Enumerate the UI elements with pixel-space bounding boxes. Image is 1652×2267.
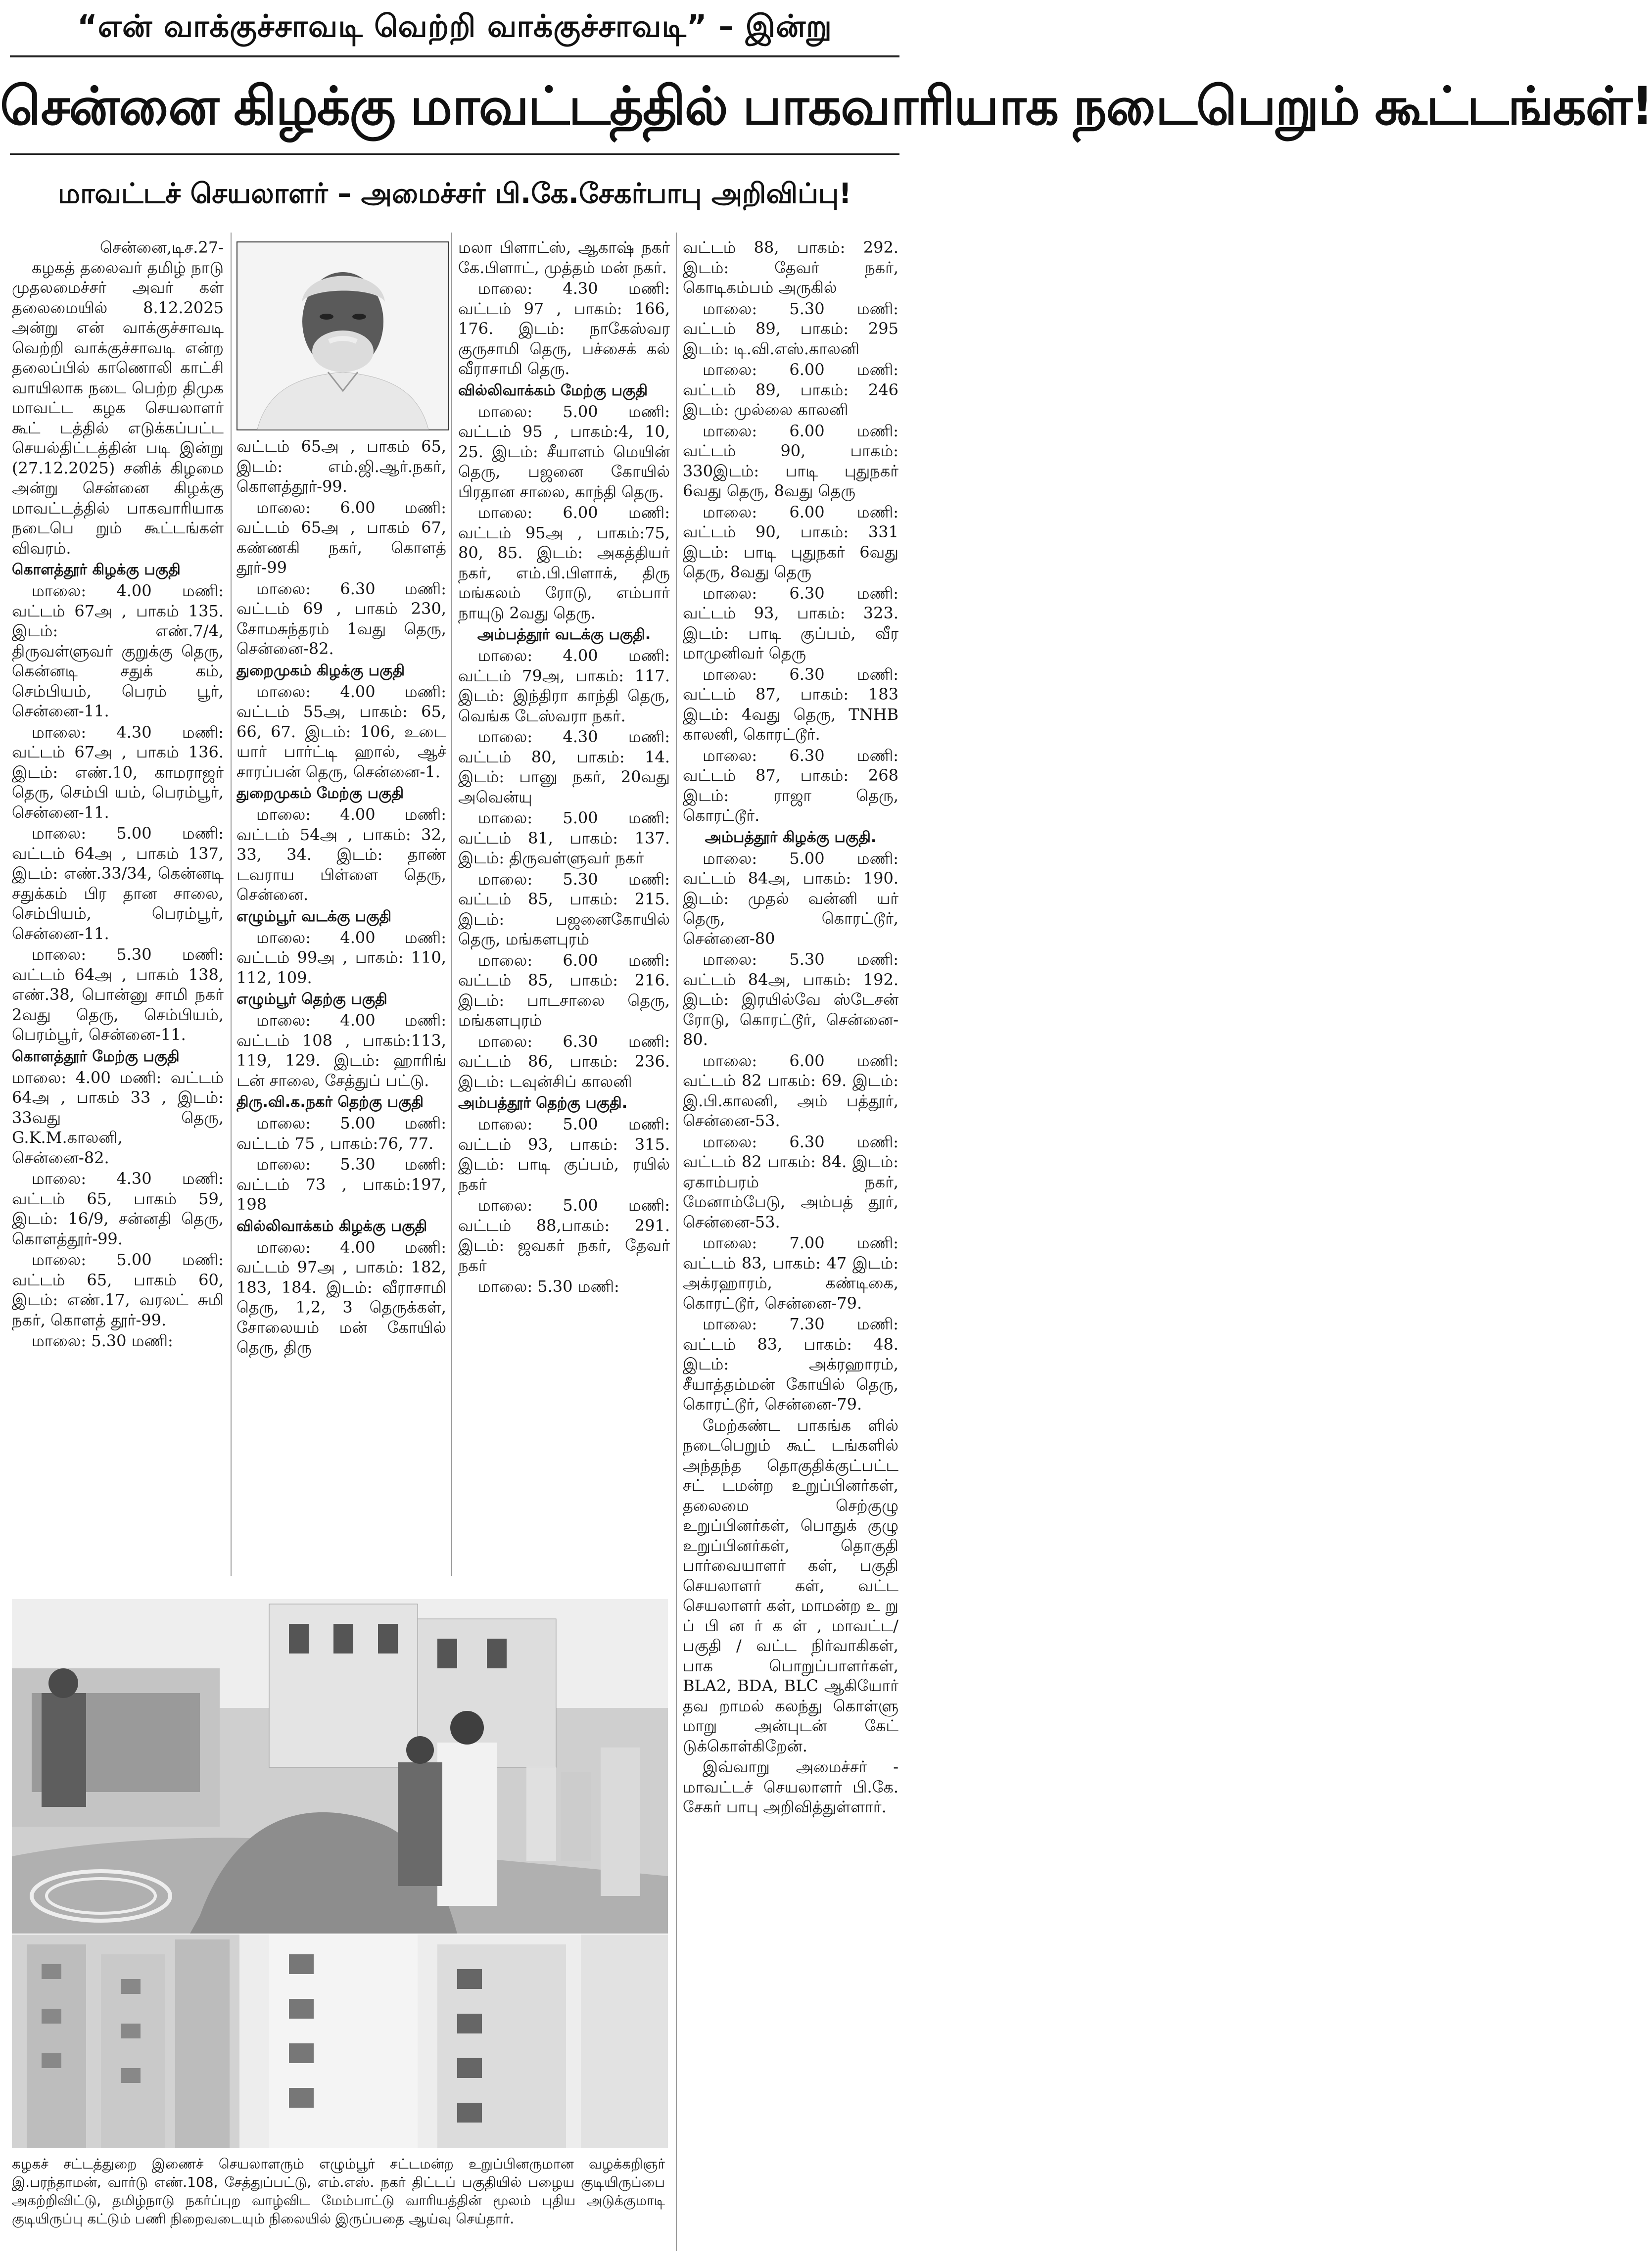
section-heading: கொளத்தூர் கிழக்கு பகுதி (12, 561, 181, 578)
inspection-photo (12, 1599, 668, 1934)
meeting-entry: மாலை: 6.30 மணி: வட்டம் 93, பாகம்: 323. இடம்: பாடி குப்பம், வீர மாமுனிவர் தெரு (683, 583, 898, 662)
section-heading: எழும்பூர் வடக்கு பகுதி (236, 907, 392, 925)
headline: சென்னை கிழக்கு மாவட்டத்தில் பாகவாரியாக நடைபெறும் கூட்டங்கள்! (0, 76, 1652, 137)
meeting-entry: மாலை: 5.00 மணி: வட்டம் 95 , பாகம்:4, 10, 25. இடம்: சீயாளம் மெயின் தெரு, பஜனை கோயில் பிரதான சாலை, காந்தி தெரு. (458, 402, 670, 501)
meeting-entry: மாலை: 5.00 மணி: வட்டம் 84அ, பாகம்: 190. இடம்: முதல் வன்னி யர் தெரு, கொரட்டூர், சென்னை-80 (683, 849, 898, 948)
meeting-entry: மாலை: 5.30 மணி: வட்டம் 84அ, பாகம்: 192. இடம்: இரயில்வே ஸ்டேசன் ரோடு, கொரட்டூர், சென்னை- 80. (683, 950, 898, 1049)
section-heading: திரு.வி.க.நகர் தெற்கு பகுதி (236, 1093, 424, 1111)
meeting-entry: மாலை: 6.00 மணி: வட்டம் 90, பாகம்: 330இடம்: பாடி புதுநகர் 6வது தெரு, 8வது தெரு (683, 421, 898, 500)
meeting-entry: மாலை: 6.30 மணி: வட்டம் 69 , பாகம் 230, சோமசுந்தரம் 1வது தெரு, சென்னை-82. (236, 579, 446, 658)
subhead: மாவட்டச் செயலாளர் – அமைச்சர் பி.கே.சேகர்பாபு அறிவிப்பு! (58, 178, 851, 210)
photo-caption: கழகச் சட்டத்துறை இணைச் செயலாளரும் எழும்பூர் சட்டமன்ற உறுப்பினருமான வழக்கறிஞர் இ.பரந்தாமன், வார்டு எண்.108, சேத்துப்பட்டு, எம்.எஸ். நகர் திட்டப் பகுதியில் பழைய குடியிருப்பை அகற்றிவிட்டு, தமிழ்நாடு நகர்ப்புற வாழ்விட மேம்பாட்டு வாரியத்தின் மூலம் புதிய அடுக்குமாடி குடியிருப்பு கட்டும் பணி நிறைவடையும் நிலையில் இருப்பதை ஆய்வு செய்தார். (12, 2156, 665, 2227)
meeting-entry: மாலை: 6.00 மணி: வட்டம் 90, பாகம்: 331 இடம்: பாடி புதுநகர் 6வது தெரு, 8வது தெரு (683, 502, 898, 581)
section-heading: அம்பத்தூர் வடக்கு பகுதி. (477, 626, 651, 643)
meeting-entry: மாலை: 6.00 மணி: வட்டம் 82 பாகம்: 69. இடம்: இ.பி.காலனி, அம் பத்தூர், சென்னை-53. (683, 1051, 898, 1130)
meeting-entry: மாலை: 5.30 மணி: (478, 1277, 619, 1296)
meeting-entry: மாலை: 6.30 மணி: வட்டம் 86, பாகம்: 236. இடம்: டவுன்சிப் காலனி (458, 1032, 670, 1091)
meeting-entry: மாலை: 4.30 மணி: வட்டம் 80, பாகம்: 14. இடம்: பானு நகர், 20வது அவென்யு (458, 727, 670, 806)
column-rule (231, 233, 232, 1576)
intro-paragraph: கழகத் தலைவர் தமிழ் நாடு முதலமைச்சர் அவர் கள் தலைமையில் 8.12.2025 அன்று என் வாக்குச்சாவடி வெற்றி வாக்குச்சாவடி என்ற தலைப்பில் காணொலி காட்சி வாயிலாக நடை பெற்ற திமுக மாவட்ட கழக செயலாளர் கூட் டத்தில் எடுக்கப்பட்ட செயல்திட்டத்தின் படி இன்று (27.12.2025) சனிக் கிழமை அன்று சென்னை கிழக்கு மாவட்டத்தில் பாகவாரியாக நடைபெ றும் கூட்டங்கள் விவரம். (12, 258, 224, 558)
dateline: சென்னை,டிச.27- (99, 238, 224, 257)
headline-rule (10, 153, 899, 155)
portrait-photo (236, 241, 449, 430)
column-rule (676, 233, 677, 2251)
meeting-entry: மலா பிளாட்ஸ், ஆகாஷ் நகர் கே.பிளாட், முத்தம் மன் நகர். (458, 238, 670, 277)
meeting-entry: மாலை: 5.00 மணி: வட்டம் 65, பாகம் 60, இடம்: எண்.17, வரலட் சுமி நகர், கொளத் தூர்-99. (12, 1250, 224, 1329)
meeting-entry: மாலை: 4.00 மணி: வட்டம் 97அ , பாகம்: 182, 183, 184. இடம்: வீராசாமி தெரு, 1,2, 3 தெருக்கள், சோலையம் மன் கோயில் தெரு, திரு (236, 1237, 446, 1357)
meeting-entry: வட்டம் 88, பாகம்: 292. இடம்: தேவர் நகர், கொடிகம்பம் அருகில் (683, 238, 898, 297)
section-heading: அம்பத்தூர் தெற்கு பகுதி. (458, 1094, 628, 1112)
article-column-1 (12, 237, 224, 1351)
meeting-entry: மாலை: 4.00 மணி: வட்டம் 99அ , பாகம்: 110, 112, 109. (236, 928, 446, 987)
meeting-entry: மாலை: 6.30 மணி: வட்டம் 87, பாகம்: 183 இடம்: 4வது தெரு, TNHB காலனி, கொரட்டூர். (683, 664, 898, 744)
column-rule (451, 233, 452, 1576)
apartment-photo (12, 1935, 668, 2148)
meeting-entry: மாலை: 6.00 மணி: வட்டம் 65அ , பாகம் 67, கண்ணகி நகர், கொளத் தூர்-99 (236, 498, 446, 577)
section-heading: வில்லிவாக்கம் கிழக்கு பகுதி (236, 1217, 427, 1235)
article-column-4 (683, 237, 898, 1817)
meeting-entry: மாலை: 4.30 மணி: வட்டம் 67அ , பாகம் 136. இடம்: எண்.10, காமராஜர் தெரு, செம்பி யம், பெரம்பூர், சென்னை-11. (12, 722, 224, 822)
meeting-entry: மாலை: 4.00 மணி: வட்டம் 108 , பாகம்:113, 119, 129. இடம்: ஹாரிங் டன் சாலை, சேத்துப் பட்டு. (236, 1011, 446, 1090)
meeting-entry: மாலை: 4.00 மணி: வட்டம் 64அ , பாகம் 33 , இடம்: 33வது தெரு, G.K.M.காலனி, சென்னை-82. (12, 1068, 224, 1167)
meeting-entry: மாலை: 5.30 மணி: வட்டம் 64அ , பாகம் 138, எண்.38, பொன்னு சாமி நகர் 2வது தெரு, செம்பியம், பெரம்பூர், சென்னை-11. (12, 945, 224, 1044)
section-heading: அம்பத்தூர் கிழக்கு பகுதி. (705, 828, 877, 846)
meeting-entry: மாலை: 5.30 மணி: (32, 1331, 173, 1350)
kicker-line: “என் வாக்குச்சாவடி வெற்றி வாக்குச்சாவடி” – இன்று (77, 8, 833, 44)
meeting-entry: மாலை: 5.30 மணி: வட்டம் 85, பாகம்: 215. இடம்: பஜனைகோயில் தெரு, மங்களபுரம் (458, 869, 670, 948)
meeting-entry: மாலை: 4.30 மணி: வட்டம் 97 , பாகம்: 166, 176. இடம்: நாகேஸ்வர குருசாமி தெரு, பச்சைக் கல் வீராசாமி தெரு. (458, 279, 670, 378)
section-heading: துறைமுகம் கிழக்கு பகுதி (236, 661, 405, 679)
closing-paragraph: இவ்வாறு அமைச்சர் - மாவட்டச் செயலாளர் பி.கே. சேகர் பாபு அறிவித்துள்ளார். (683, 1757, 898, 1816)
closing-paragraph: மேற்கண்ட பாகங்க ளில் நடைபெறும் கூட் டங்களில் அந்தந்த தொகுதிக்குட்பட்ட சட் டமன்ற உறுப்பினர்கள், தலைமை செற்குழு உறுப்பினர்கள், பொதுக் குழு உறுப்பினர்கள், தொகுதி பார்வையாளர் கள், பகுதி செயலாளர் கள், வட்ட செயலாளர் கள், மாமன்ற உ று ப் பி ன ர் க ள் , மாவட்ட/ பகுதி / வட்ட நிர்வாகிகள், பாக பொறுப்பாளர்கள், BLA2, BDA, BLC ஆகியோர் தவ றாமல் கலந்து கொள்ளு மாறு அன்புடன் கேட் டுக்கொள்கிறேன். (683, 1416, 898, 1755)
article-column-2 (236, 436, 446, 1358)
meeting-entry: மாலை: 4.00 மணி: வட்டம் 55அ, பாகம்: 65, 66, 67. இடம்: 106, உடை யார் பார்ட்டி ஹால், ஆச் சாரப்பன் தெரு, சென்னை-1. (236, 682, 446, 781)
meeting-entry: மாலை: 6.00 மணி: வட்டம் 95அ , பாகம்:75, 80, 85. இடம்: அகத்தியர் நகர், எம்.பி.பிளாக், திரு மங்கலம் ரோடு, எம்பார் நாயுடு 2வது தெரு. (458, 503, 670, 622)
meeting-entry: மாலை: 6.30 மணி: வட்டம் 82 பாகம்: 84. இடம்: ஏகாம்பரம் நகர், மேனாம்பேடு, அம்பத் தூர், சென்னை-53. (683, 1132, 898, 1231)
section-heading: வில்லிவாக்கம் மேற்கு பகுதி (458, 381, 648, 399)
meeting-entry: மாலை: 5.00 மணி: வட்டம் 93, பாகம்: 315. இடம்: பாடி குப்பம், ரயில் நகர் (458, 1115, 670, 1194)
meeting-entry: மாலை: 5.00 மணி: வட்டம் 75 , பாகம்:76, 77. (236, 1114, 446, 1153)
meeting-entry: மாலை: 7.00 மணி: வட்டம் 83, பாகம்: 47 இடம்: அக்ரஹாரம், கண்டிகை, கொரட்டூர், சென்னை-79. (683, 1233, 898, 1313)
meeting-entry: மாலை: 6.00 மணி: வட்டம் 89, பாகம்: 246 இடம்: முல்லை காலனி (683, 360, 898, 419)
meeting-entry: மாலை: 5.30 மணி: வட்டம் 89, பாகம்: 295 இடம்: டி.வி.எஸ்.காலனி (683, 299, 898, 358)
meeting-entry: மாலை: 7.30 மணி: வட்டம் 83, பாகம்: 48. இடம்: அக்ரஹாரம், சீயாத்தம்மன் கோயில் தெரு, கொரட்டூர், சென்னை-79. (683, 1315, 898, 1414)
meeting-entry: மாலை: 5.00 மணி: வட்டம் 81, பாகம்: 137. இடம்: திருவள்ளுவர் நகர் (458, 808, 670, 867)
meeting-entry: வட்டம் 65அ , பாகம் 65, இடம்: எம்.ஜி.ஆர்.நகர், கொளத்தூர்-99. (236, 437, 446, 496)
section-heading: துறைமுகம் மேற்கு பகுதி (236, 785, 404, 802)
meeting-entry: மாலை: 5.00 மணி: வட்டம் 88,பாகம்: 291. இடம்: ஜவகர் நகர், தேவர் நகர் (458, 1196, 670, 1275)
section-heading: எழும்பூர் தெற்கு பகுதி (236, 991, 387, 1008)
meeting-entry: மாலை: 5.30 மணி: வட்டம் 73 , பாகம்:197, 198 (236, 1155, 446, 1214)
article-column-3 (458, 237, 670, 1297)
meeting-entry: மாலை: 4.00 மணி: வட்டம் 54அ , பாகம்: 32, 33, 34. இடம்: தாண் டவராய பிள்ளை தெரு, சென்னை. (236, 805, 446, 904)
meeting-entry: மாலை: 5.00 மணி: வட்டம் 64அ , பாகம் 137, இடம்: எண்.33/34, கென்னடி சதுக்கம் பிர தான சாலை, செம்பியம், பெரம்பூர், சென்னை-11. (12, 824, 224, 943)
meeting-entry: மாலை: 4.00 மணி: வட்டம் 67அ , பாகம் 135. இடம்: எண்.7/4, திருவள்ளுவர் குறுக்கு தெரு, கென்னடி சதுக் கம், செம்பியம், பெரம் பூர், சென்னை-11. (12, 581, 224, 720)
top-rule (10, 55, 899, 57)
meeting-entry: மாலை: 4.30 மணி: வட்டம் 65, பாகம் 59, இடம்: 16/9, சன்னதி தெரு, கொளத்தூர்-99. (12, 1169, 224, 1248)
section-heading: கொளத்தூர் மேற்கு பகுதி (12, 1047, 180, 1065)
meeting-entry: மாலை: 6.00 மணி: வட்டம் 85, பாகம்: 216. இடம்: பாடசாலை தெரு, மங்களபுரம் (458, 950, 670, 1030)
meeting-entry: மாலை: 4.00 மணி: வட்டம் 79அ, பாகம்: 117. இடம்: இந்திரா காந்தி தெரு, வெங்க டேஸ்வரா நகர். (458, 646, 670, 725)
meeting-entry: மாலை: 6.30 மணி: வட்டம் 87, பாகம்: 268 இடம்: ராஜா தெரு, கொரட்டூர். (683, 746, 898, 825)
